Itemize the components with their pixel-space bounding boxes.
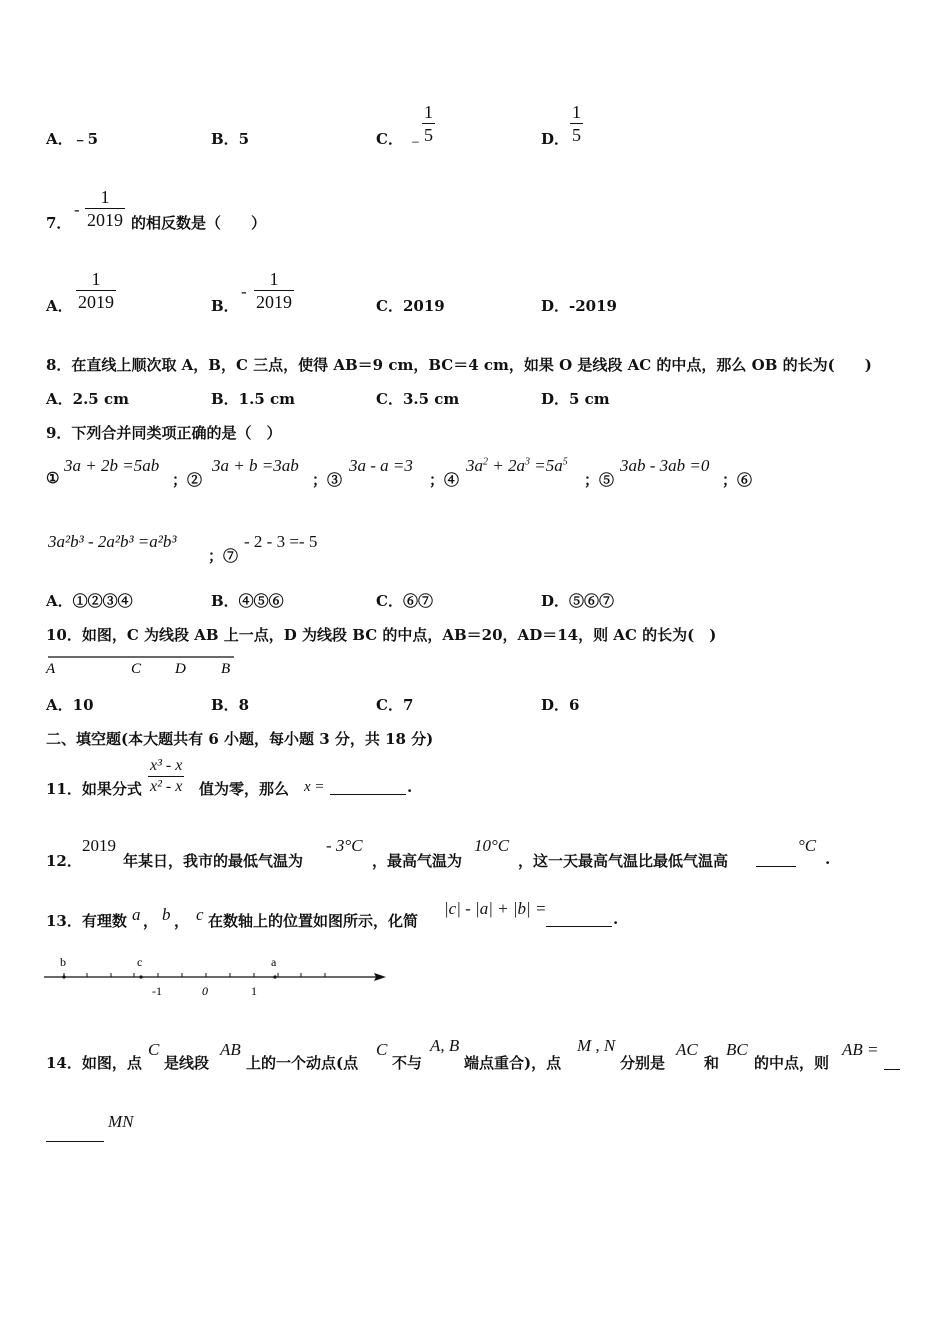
point-label-d: D [175,661,186,677]
q14-text-5: 分别是 [620,1054,666,1072]
q12-text-3: ，这一天最高气温比最低气温高 [518,852,729,870]
q14-prefix: 14．如图，点 [46,1054,142,1072]
q11-middle-text: 值为零，那么 [199,780,290,798]
fraction-denominator: 2019 [78,292,114,312]
q9-circle-1: ① [46,469,60,487]
q9-sep-6: ；⑦ [208,547,239,565]
q12-text-1: 年某日，我市的最低气温为 [123,852,304,870]
q14-answer-blank-start[interactable] [884,1055,900,1070]
q9-sep-2: ；③ [312,471,343,489]
point-label-b: b [60,955,66,969]
tick-label-minus-1: -1 [152,984,162,998]
q6-option-d-fraction [570,101,583,146]
q12-answer-blank[interactable] [756,852,796,867]
q14-point-c: C [148,1040,160,1059]
q13-sep-2: ， [174,912,190,930]
expr-part: + 2a [488,456,525,475]
q10-segment-figure [44,652,240,678]
q7-fraction [85,186,125,231]
q7-option-c: C．2019 [376,297,445,315]
fraction-denominator: x² - x [150,778,183,795]
expr-part: 3a [466,456,483,475]
exponent: 5 [562,456,568,468]
fraction-numerator: x³ - x [150,757,183,774]
q9-sep-3: ；④ [429,471,460,489]
fraction-numerator: 1 [269,269,279,289]
q10-option-c: C．7 [376,696,414,714]
q13-prefix: 13．有理数 [46,912,127,930]
q14-text-1: 是线段 [164,1054,210,1072]
q9-option-c: C．⑥⑦ [376,592,433,610]
q12-end: . [825,850,831,868]
q14-point-c-2: C [376,1040,388,1059]
q7-option-b-fraction [254,268,294,313]
q14-text-7: 的中点，则 [754,1054,830,1072]
q9-expr-7: - 2 - 3 =- 5 [244,532,318,551]
point-label-c: C [131,661,142,677]
fraction-denominator: 2019 [87,210,123,230]
q8-option-a: A．2.5 cm [46,390,129,408]
fraction-numerator: 1 [424,102,433,122]
q9-expr-2: 3a + b =3ab [212,456,299,475]
q10-option-a: A．10 [46,696,94,714]
q13-var-a: a [132,905,141,924]
q14-segment-ab: AB [220,1040,241,1059]
q9-expr-5: 3ab - 3ab =0 [620,456,710,475]
q9-option-b: B．④⑤⑥ [211,592,284,610]
q9-expr-3: 3a - a =3 [349,456,413,475]
q12-high-temp: 10°C [474,836,510,855]
q9-stem: 9．下列合并同类项正确的是（ ） [46,424,282,442]
q13-answer-blank[interactable] [546,912,612,927]
q6-option-b: B．5 [211,130,250,148]
q12-low-temp: - 3°C [326,836,363,855]
q13-text-1: 在数轴上的位置如图所示，化简 [208,912,419,930]
q12-unit: °C [798,836,817,855]
tick-label-1: 1 [251,984,257,998]
fraction-denominator: 5 [572,125,581,145]
q9-expr-6: 3a²b³ - 2a²b³ =a²b³ [48,532,177,551]
exponent: 3 [524,456,530,468]
q11-end: . [407,778,413,796]
q6-option-c-fraction [422,101,435,146]
fraction-numerator: 1 [91,269,101,289]
q11-prefix: 11．如果分式 [46,780,142,798]
q14-segment-ac: AC [676,1040,698,1059]
q13-var-b: b [162,905,171,924]
q8-stem: 8．在直线上顺次取 A，B，C 三点，使得 AB＝9 cm，BC＝4 cm，如果 O 是线段 AC 的中点，那么 OB 的长为( ) [46,356,872,374]
expr-part: =5a [529,456,563,475]
exponent: 2 [483,456,488,468]
q10-option-d: D．6 [541,696,580,714]
q11-fraction [148,756,184,797]
q12-prefix: 12． [46,852,82,870]
q14-endpoints: A, B [430,1036,460,1055]
tick-label-0: 0 [202,984,208,998]
q9-sep-5: ；⑥ [722,471,753,489]
fraction-denominator: 2019 [256,292,292,312]
q14-tail: MN [108,1112,134,1131]
q12-text-2: ，最高气温为 [372,852,463,870]
q7-sign: - [74,200,80,219]
q10-option-b: B．8 [211,696,250,714]
q6-option-c-label: C． [376,130,403,148]
q11-answer-blank[interactable] [330,780,406,795]
q7-option-a-label: A． [46,297,73,315]
point-label-a: A [46,661,56,677]
fraction-numerator: 1 [572,102,581,122]
q7-option-b-sign: - [241,282,247,301]
q7-option-a-fraction [76,268,116,313]
section-2-heading: 二、填空题(本大题共有 6 小题，每小题 3 分，共 18 分) [46,730,434,748]
point-c-dot [139,975,142,978]
q7-stem-text: 的相反数是（ ） [131,214,267,232]
q11-variable: x = [304,779,325,795]
q14-text-4: 端点重合)，点 [464,1054,562,1072]
q9-expr-4 [466,456,568,476]
q9-sep-4: ；⑤ [584,471,615,489]
q14-text-6: 和 [704,1054,720,1072]
point-label-a: a [271,955,277,969]
q9-sep-1: ；② [172,471,203,489]
q6-option-c-sign: ﹣ [407,131,424,150]
q13-number-line [40,952,392,1002]
q13-var-c: c [196,905,204,924]
point-label-c: c [137,955,143,969]
q9-option-d: D．⑤⑥⑦ [541,592,615,610]
q13-sep-1: ， [143,912,159,930]
q14-answer-blank[interactable] [46,1127,104,1142]
q14-segment-bc: BC [726,1040,748,1059]
q14-equation: AB = [842,1040,879,1059]
q14-text-2: 上的一个动点(点 [246,1054,359,1072]
fraction-denominator: 5 [424,125,433,145]
q14-text-3: 不与 [392,1054,423,1072]
q7-number: 7． [46,214,72,232]
q9-expr-1: 3a + 2b =5ab [64,456,160,475]
q13-expression: |c| - |a| + |b| = [444,899,547,918]
q8-option-c: C．3.5 cm [376,390,460,408]
q6-option-d-label: D． [541,130,570,148]
q10-stem: 10．如图，C 为线段 AB 上一点，D 为线段 BC 的中点，AB＝20，AD＝14，则 AC 的长为( ) [46,626,717,644]
q8-option-d: D．5 cm [541,390,610,408]
q6-option-a: A．﹣5 [46,130,99,148]
fraction-numerator: 1 [100,187,110,207]
q8-option-b: B．1.5 cm [211,390,296,408]
q9-option-a: A．①②③④ [46,592,133,610]
point-b-dot [62,975,65,978]
point-label-b: B [221,661,231,677]
q12-year: 2019 [82,836,116,855]
q14-points-mn: M , N [577,1036,616,1055]
q13-end: . [613,910,619,928]
point-a-dot [273,975,276,978]
q7-option-b-label: B． [211,297,239,315]
q7-option-d: D．-2019 [541,297,617,315]
